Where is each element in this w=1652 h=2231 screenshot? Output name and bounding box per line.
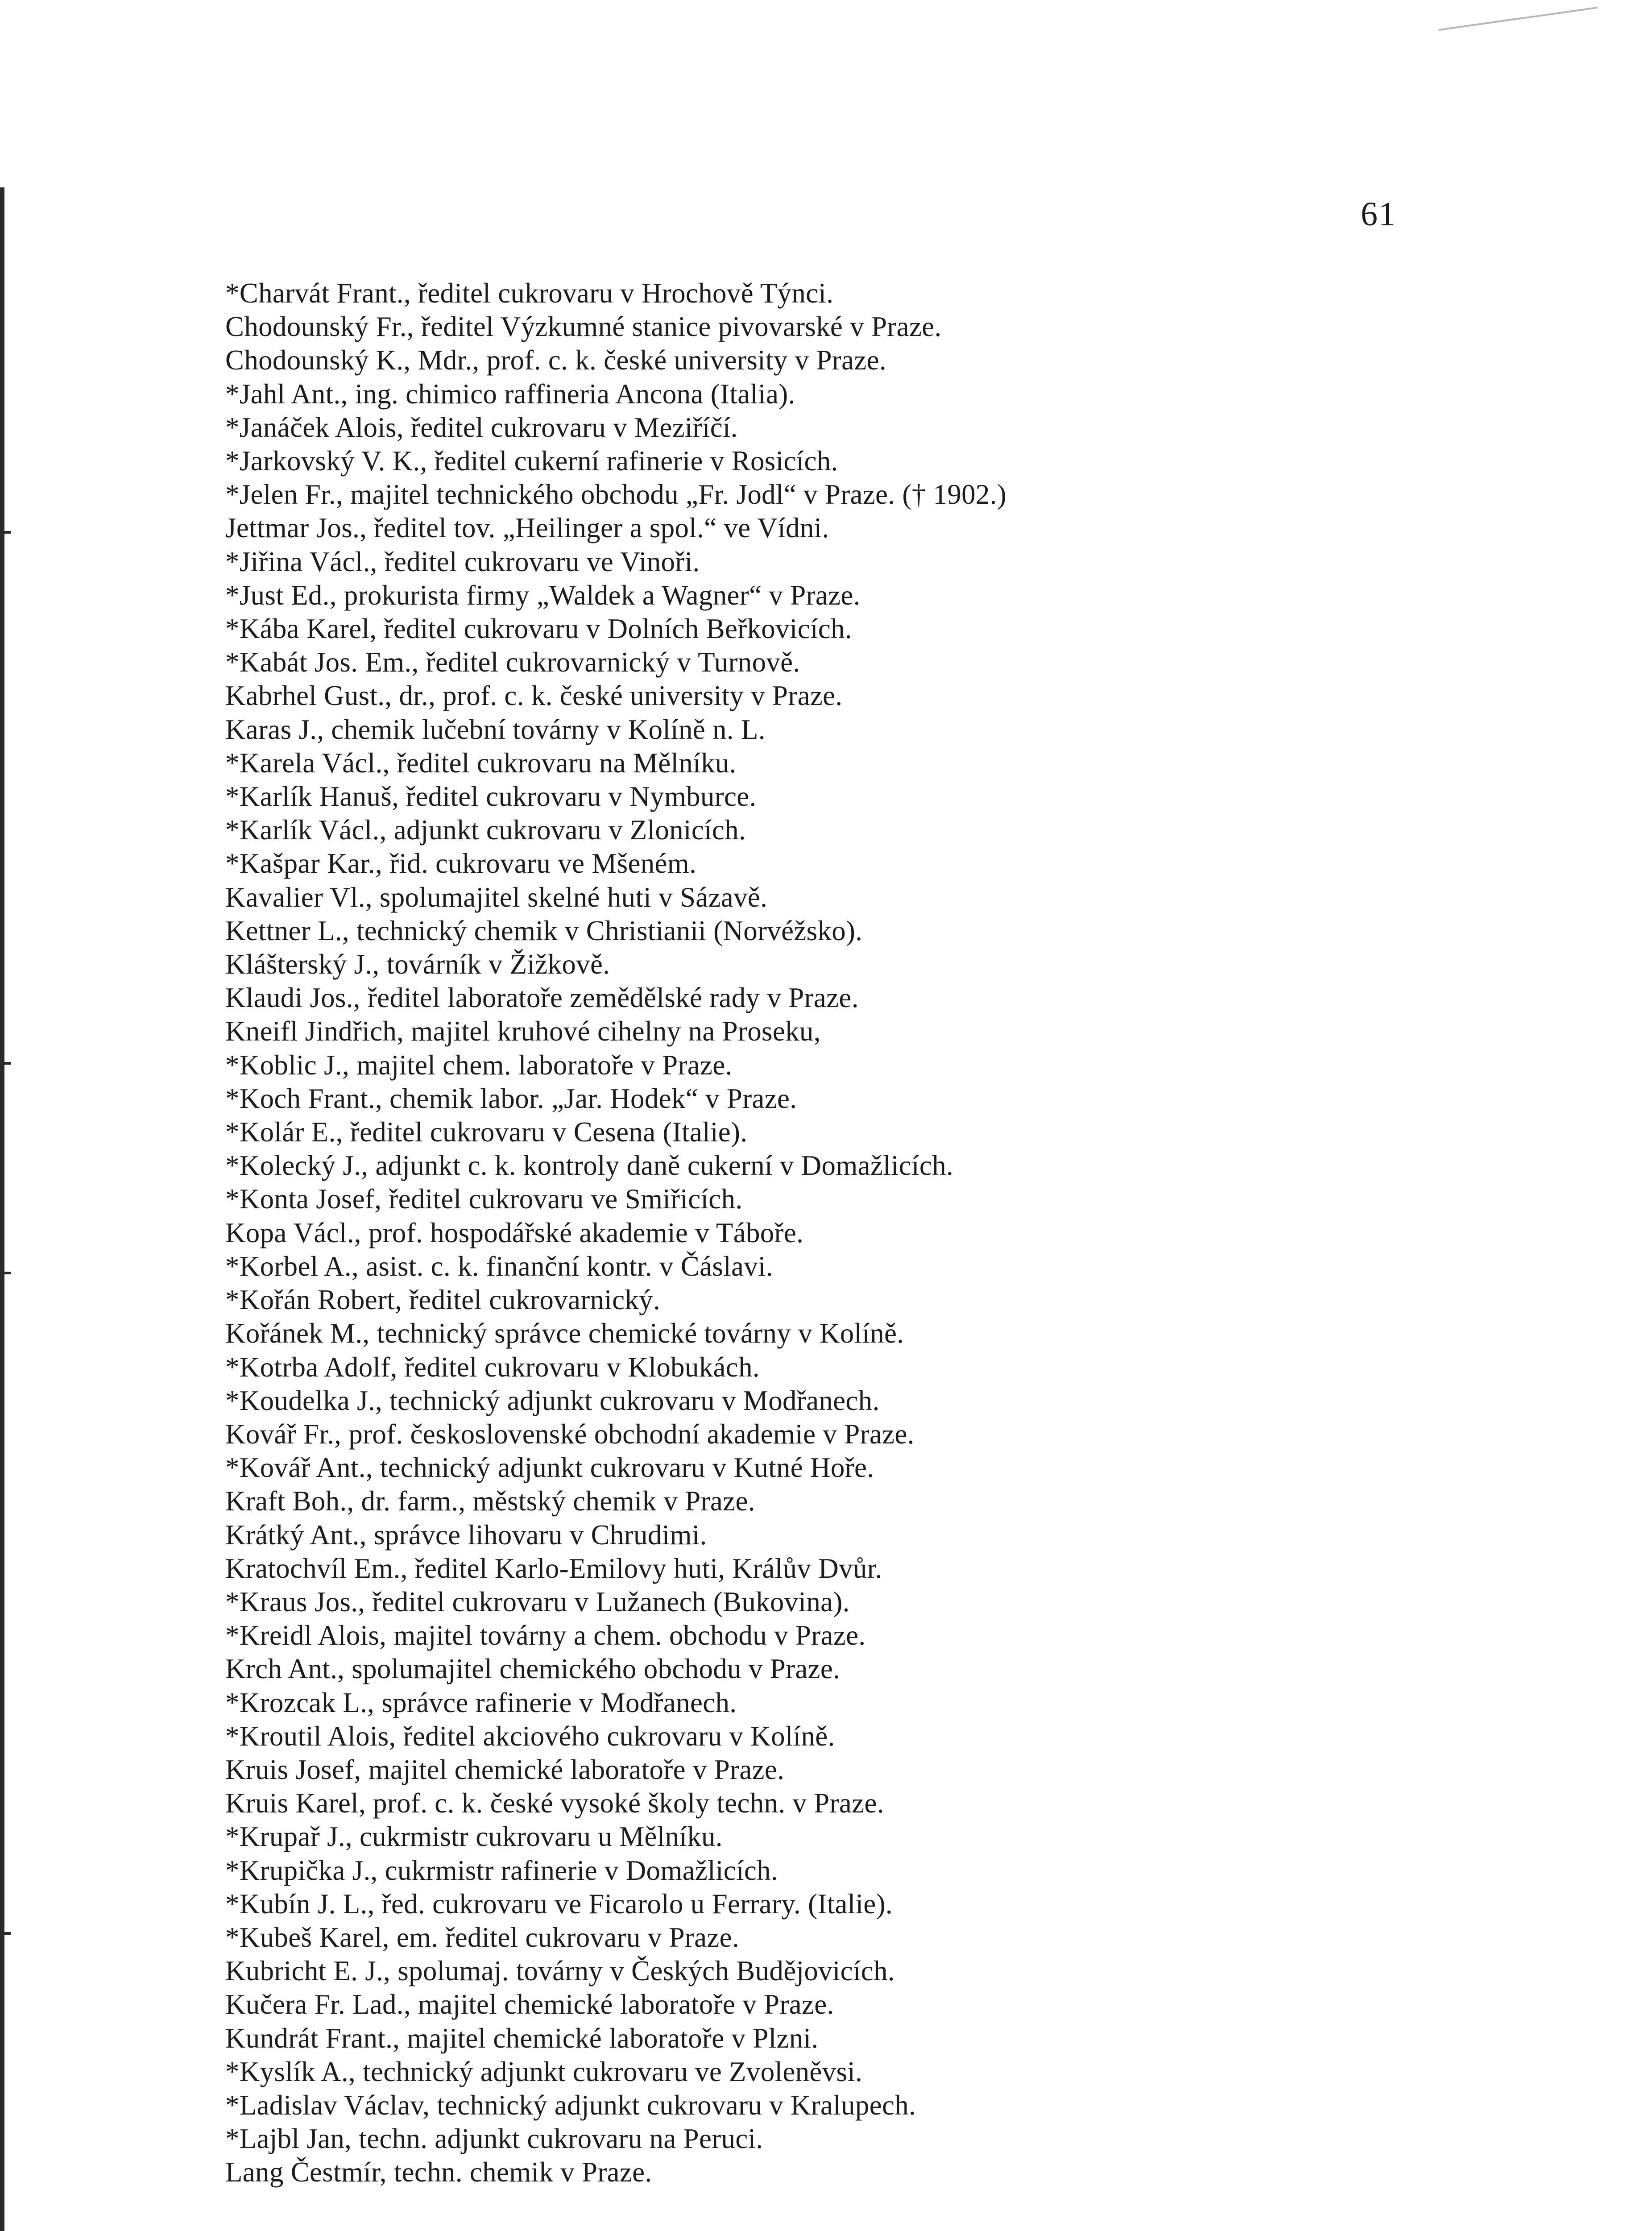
list-item: *Krozcak L., správce rafinerie v Modřanech. xyxy=(225,1687,737,1718)
list-item: *Kyslík A., technický adjunkt cukrovaru ve Zvoleněvsi. xyxy=(225,2056,863,2087)
list-item: Kratochvíl Em., ředitel Karlo-Emilovy huti, Králův Dvůr. xyxy=(225,1552,882,1584)
list-item: Chodounský K., Mdr., prof. c. k. české university v Praze. xyxy=(225,344,886,376)
list-item: Kruis Josef, majitel chemické laboratoře v Praze. xyxy=(225,1754,785,1785)
list-item: Kovář Fr., prof. československé obchodní akademie v Praze. xyxy=(225,1418,915,1450)
list-item: Klaudi Jos., ředitel laboratoře zemědělské rady v Praze. xyxy=(225,982,859,1014)
list-item: *Kabát Jos. Em., ředitel cukrovarnický v Turnově. xyxy=(225,647,800,678)
list-item: *Jiřina Václ., ředitel cukrovaru ve Vinoři. xyxy=(225,546,700,577)
list-item: Kořánek M., technický správce chemické továrny v Kolíně. xyxy=(225,1318,904,1349)
list-item: *Charvát Frant., ředitel cukrovaru v Hrochově Týnci. xyxy=(225,278,834,309)
list-item: *Krupička J., cukrmistr rafinerie v Domažlicích. xyxy=(225,1854,778,1886)
list-item: *Kába Karel, ředitel cukrovaru v Dolních Beřkovicích. xyxy=(225,613,852,645)
list-item: *Kolecký J., adjunkt c. k. kontroly daně cukerní v Domažlicích. xyxy=(225,1150,953,1182)
list-item: *Janáček Alois, ředitel cukrovaru v Meziříčí. xyxy=(225,411,738,443)
binding-mark xyxy=(3,1062,11,1065)
list-item: *Kubín J. L., řed. cukrovaru ve Ficarolo u Ferrary. (Italie). xyxy=(225,1888,893,1920)
list-item: Kneifl Jindřich, majitel kruhové cihelny na Proseku, xyxy=(225,1016,821,1047)
list-item: Krátký Ant., správce lihovaru v Chrudimi. xyxy=(225,1519,707,1551)
list-item: Krch Ant., spolumajitel chemického obchodu v Praze. xyxy=(225,1653,840,1685)
list-item: *Koblic J., majitel chem. laboratoře v Praze. xyxy=(225,1049,733,1081)
list-item: *Jahl Ant., ing. chimico raffineria Ancona (Italia). xyxy=(225,378,795,410)
list-item: Kraft Boh., dr. farm., městský chemik v Praze. xyxy=(225,1485,755,1517)
list-item: Lang Čestmír, techn. chemik v Praze. xyxy=(225,2156,652,2188)
list-item: *Karlík Hanuš, ředitel cukrovaru v Nymburce. xyxy=(225,781,757,813)
list-item: *Kraus Jos., ředitel cukrovaru v Lužanech (Bukovina). xyxy=(225,1586,850,1617)
list-item: *Kroutil Alois, ředitel akciového cukrovaru v Kolíně. xyxy=(225,1720,835,1752)
list-item: *Kovář Ant., technický adjunkt cukrovaru v Kutné Hoře. xyxy=(225,1452,874,1484)
page-number: 61 xyxy=(1361,195,1396,233)
binding-mark xyxy=(3,531,11,534)
binding-mark xyxy=(3,1932,11,1935)
list-item: *Kotrba Adolf, ředitel cukrovaru v Klobukách. xyxy=(225,1351,760,1383)
list-item: Kruis Karel, prof. c. k. české vysoké školy techn. v Praze. xyxy=(225,1787,884,1819)
list-item: Karas J., chemik lučební továrny v Kolíně n. L. xyxy=(225,713,766,745)
list-item: *Kreidl Alois, majitel továrny a chem. obchodu v Praze. xyxy=(225,1620,866,1651)
list-item: Kubricht E. J., spolumaj. továrny v Českých Budějovicích. xyxy=(225,1955,895,1987)
list-item: *Koudelka J., technický adjunkt cukrovaru v Modřanech. xyxy=(225,1385,880,1416)
list-item: *Just Ed., prokurista firmy „Waldek a Wagner“ v Praze. xyxy=(225,579,861,611)
list-item: *Krupař J., cukrmistr cukrovaru u Mělníku. xyxy=(225,1821,723,1853)
list-item: *Kubeš Karel, em. ředitel cukrovaru v Praze. xyxy=(225,1921,739,1953)
list-item: Kettner L., technický chemik v Christianii (Norvéžsko). xyxy=(225,915,863,946)
list-item: *Lajbl Jan, techn. adjunkt cukrovaru na Peruci. xyxy=(225,2123,763,2155)
list-item: *Kašpar Kar., řid. cukrovaru ve Mšeném. xyxy=(225,848,697,879)
list-item: Kabrhel Gust., dr., prof. c. k. české university v Praze. xyxy=(225,680,843,712)
list-item: Klášterský J., továrník v Žižkově. xyxy=(225,949,610,980)
list-item: Kučera Fr. Lad., majitel chemické laboratoře v Praze. xyxy=(225,1989,834,2020)
member-list xyxy=(225,277,1519,2190)
list-item: *Ladislav Václav, technický adjunkt cukrovaru v Kralupech. xyxy=(225,2089,916,2121)
list-item: *Kořán Robert, ředitel cukrovarnický. xyxy=(225,1284,661,1316)
list-item: *Karela Václ., ředitel cukrovaru na Mělníku. xyxy=(225,747,737,779)
list-item: Kopa Václ., prof. hospodářské akademie v Táboře. xyxy=(225,1217,804,1248)
left-page-edge xyxy=(0,187,4,2231)
list-item: *Jarkovský V. K., ředitel cukerní rafinerie v Rosicích. xyxy=(225,445,838,477)
list-item: Chodounský Fr., ředitel Výzkumné stanice pivovarské v Praze. xyxy=(225,311,942,343)
list-item: *Koch Frant., chemik labor. „Jar. Hodek“ v Praze. xyxy=(225,1082,797,1114)
list-item: Kavalier Vl., spolumajitel skelné huti v Sázavě. xyxy=(225,881,768,913)
list-item: *Konta Josef, ředitel cukrovaru ve Smiřicích. xyxy=(225,1183,743,1215)
list-item: Jettmar Jos., ředitel tov. „Heilinger a spol.“ ve Vídni. xyxy=(225,512,829,544)
list-item: *Kolár E., ředitel cukrovaru v Cesena (Italie). xyxy=(225,1116,748,1148)
list-item: *Jelen Fr., majitel technického obchodu „Fr. Jodl“ v Praze. († 1902.) xyxy=(225,479,1007,510)
list-item: *Korbel A., asist. c. k. finanční kontr. v Čáslavi. xyxy=(225,1250,773,1282)
binding-mark xyxy=(3,1272,11,1274)
list-item: Kundrát Frant., majitel chemické laboratoře v Plzni. xyxy=(225,2022,819,2054)
list-item: *Karlík Václ., adjunkt cukrovaru v Zlonicích. xyxy=(225,814,746,846)
corner-smudge xyxy=(1438,7,1598,31)
